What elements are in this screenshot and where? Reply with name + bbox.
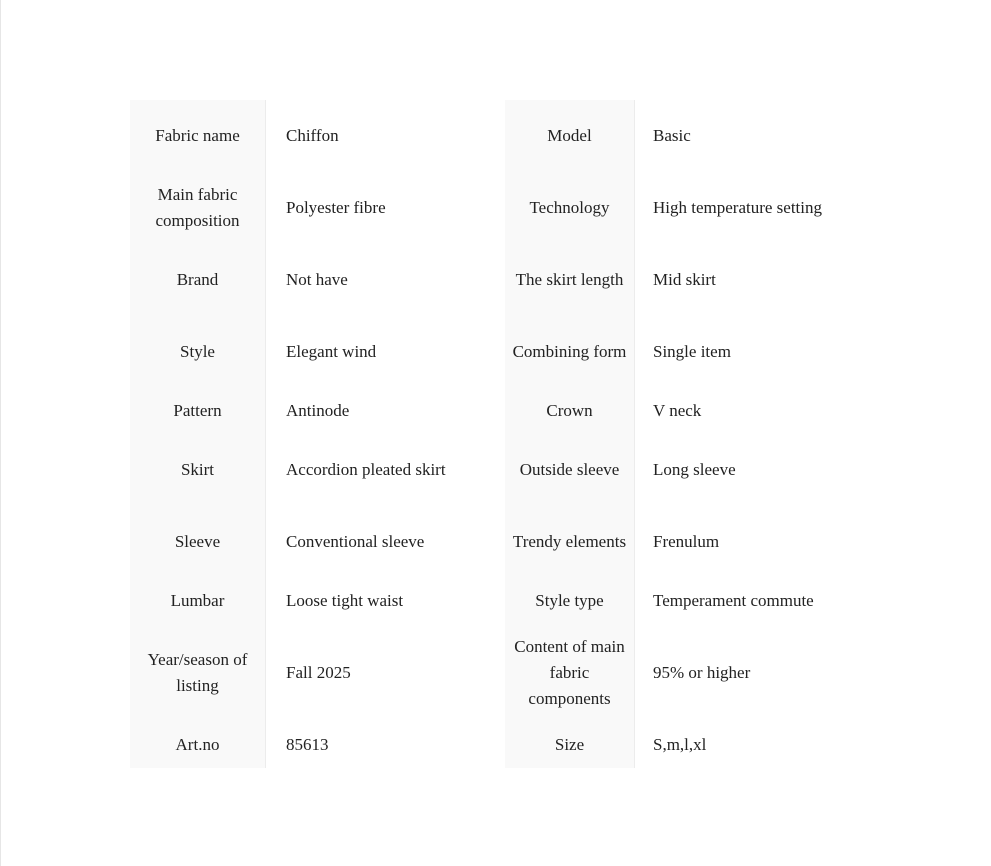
spec-row bbox=[130, 722, 863, 768]
spec-row bbox=[130, 316, 863, 388]
spec-row bbox=[130, 578, 863, 624]
spec-row bbox=[130, 506, 863, 578]
spec-label: Pattern bbox=[130, 388, 266, 434]
spec-label: Size bbox=[505, 722, 635, 768]
spec-value: Fall 2025 bbox=[286, 663, 351, 682]
spec-label: Fabric name bbox=[130, 100, 266, 172]
spec-value: 85613 bbox=[286, 735, 329, 754]
spec-label: Crown bbox=[505, 388, 635, 434]
spec-value: V neck bbox=[653, 401, 702, 420]
product-spec-table bbox=[130, 100, 863, 768]
spec-label: Technology bbox=[505, 172, 635, 244]
spec-label: Year/season of listing bbox=[130, 624, 266, 722]
spec-label: Main fabric composition bbox=[130, 172, 266, 244]
spec-label: Brand bbox=[130, 244, 266, 316]
spec-value: Loose tight waist bbox=[286, 591, 404, 610]
spec-value: 95% or higher bbox=[653, 663, 751, 682]
spec-value: Basic bbox=[653, 126, 691, 145]
spec-label: Combining form bbox=[505, 316, 635, 388]
spec-value: Temperament commute bbox=[653, 591, 814, 610]
spec-row bbox=[130, 388, 863, 434]
spec-label: Style bbox=[130, 316, 266, 388]
spec-row bbox=[130, 100, 863, 172]
spec-label: Sleeve bbox=[130, 506, 266, 578]
spec-value: Antinode bbox=[286, 401, 350, 420]
spec-row bbox=[130, 172, 863, 244]
spec-value: Frenulum bbox=[653, 532, 720, 551]
spec-label: The skirt length bbox=[505, 244, 635, 316]
spec-label: Art.no bbox=[130, 722, 266, 768]
spec-value: Elegant wind bbox=[286, 342, 377, 361]
spec-label: Content of main fabric components bbox=[505, 624, 635, 722]
spec-value: Polyester fibre bbox=[286, 198, 386, 217]
page-left-border bbox=[0, 0, 1, 866]
spec-row bbox=[130, 434, 863, 506]
spec-value: Single item bbox=[653, 342, 731, 361]
spec-label: Style type bbox=[505, 578, 635, 624]
spec-value: Not have bbox=[286, 270, 348, 289]
spec-row bbox=[130, 244, 863, 316]
spec-value: Long sleeve bbox=[653, 460, 736, 479]
spec-value: Conventional sleeve bbox=[286, 532, 425, 551]
spec-value: Chiffon bbox=[286, 126, 339, 145]
spec-label: Skirt bbox=[130, 434, 266, 506]
spec-label: Trendy elements bbox=[505, 506, 635, 578]
spec-value: Accordion pleated skirt bbox=[286, 460, 446, 479]
spec-value: Mid skirt bbox=[653, 270, 716, 289]
spec-value: High temperature setting bbox=[653, 198, 823, 217]
spec-label: Lumbar bbox=[130, 578, 266, 624]
spec-value: S,m,l,xl bbox=[653, 735, 707, 754]
spec-label: Outside sleeve bbox=[505, 434, 635, 506]
spec-label: Model bbox=[505, 100, 635, 172]
spec-row bbox=[130, 624, 863, 722]
